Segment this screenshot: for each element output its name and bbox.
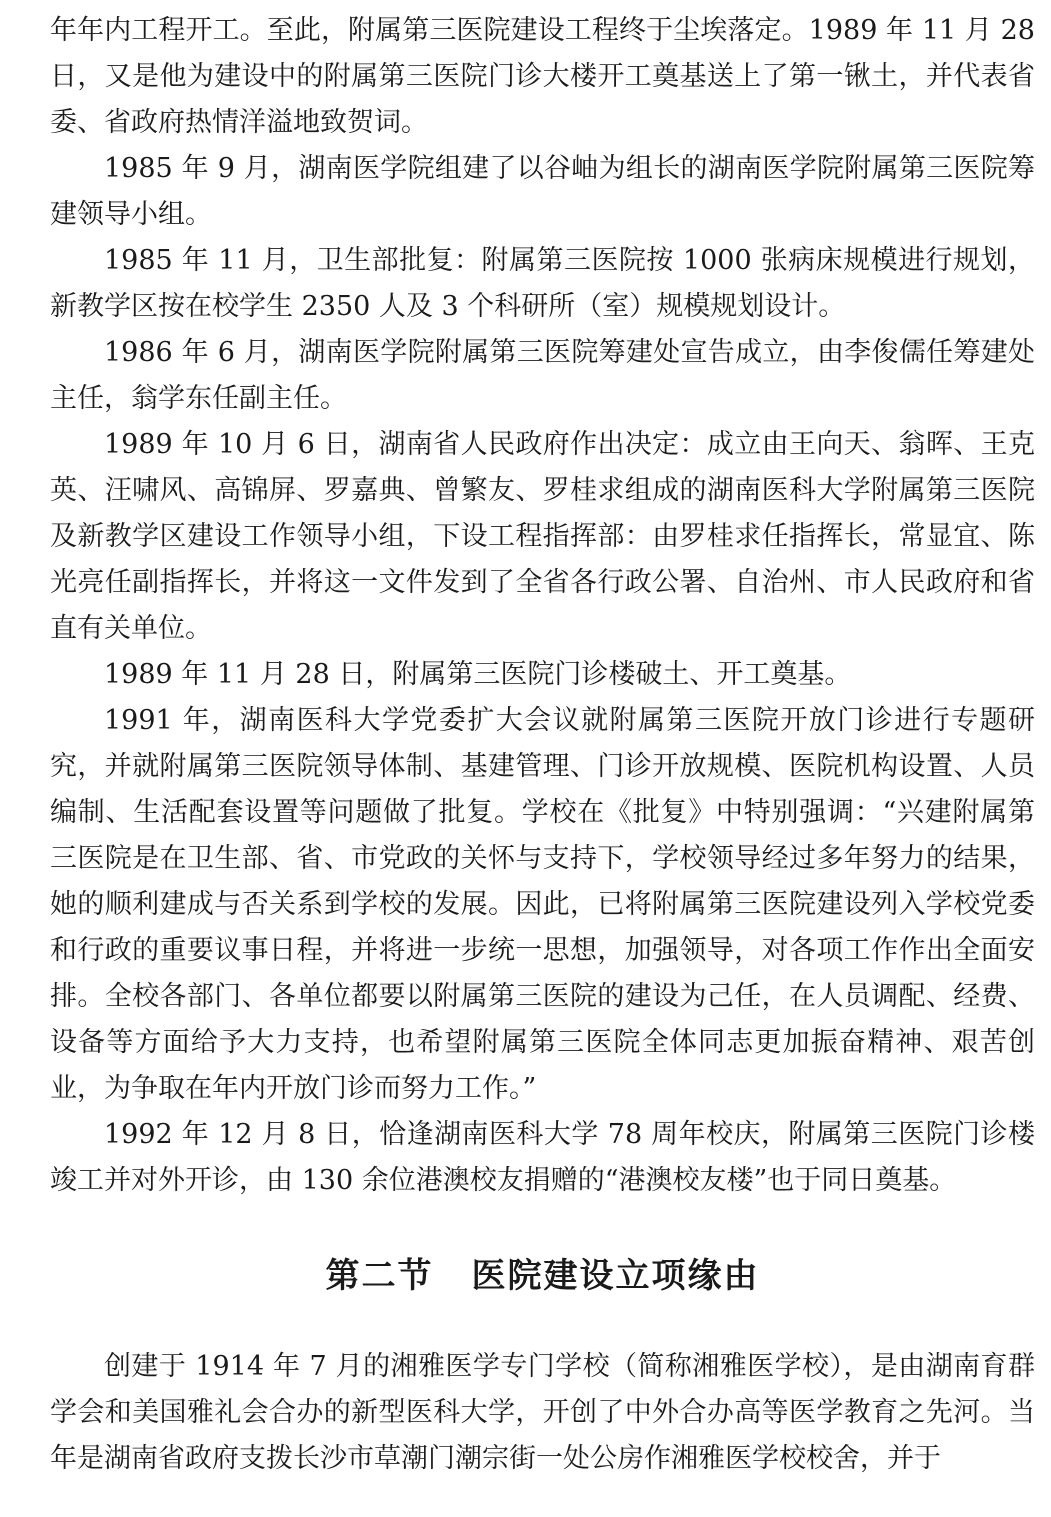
paragraph-1992-12: 1992 年 12 月 8 日，恰逢湖南医科大学 78 周年校庆，附属第三医院门诊楼竣工并对外开诊，由 130 余位港澳校友捐赠的“港澳校友楼”也于同日奠基。 xyxy=(50,1119,1035,1196)
section-number: 第二节 xyxy=(325,1256,434,1296)
paragraph-continuation: 年年内工程开工。至此，附属第三医院建设工程终于尘埃落定。1989 年 11 月 28 日，又是他为建设中的附属第三医院门诊大楼开工奠基送上了第一锹土，并代表省委、省政府热情洋溢地致贺词。 xyxy=(50,15,1035,138)
paragraph-1985-09: 1985 年 9 月，湖南医学院组建了以谷岫为组长的湖南医学院附属第三医院筹建领导小组。 xyxy=(50,153,1035,230)
section-title: 医院建设立项缘由 xyxy=(471,1256,760,1296)
document-page xyxy=(50,8,1035,1482)
paragraph-1985-11: 1985 年 11 月，卫生部批复：附属第三医院按 1000 张病床规模进行规划，新教学区按在校学生 2350 人及 3 个科研所（室）规模规划设计。 xyxy=(50,245,1035,322)
paragraph-xiangya-founding: 创建于 1914 年 7 月的湘雅医学专门学校（简称湘雅医学校），是由湖南育群学会和美国雅礼会合办的新型医科大学，开创了中外合办高等医学教育之先河。当年是湖南省政府支拨长沙市草潮门潮宗街一处公房作湘雅医学校校舍，并于 xyxy=(50,1351,1035,1474)
paragraph-1986-06: 1986 年 6 月，湖南医学院附属第三医院筹建处宣告成立，由李俊儒任筹建处主任，翁学东任副主任。 xyxy=(50,337,1035,414)
section-heading xyxy=(50,1254,1035,1298)
paragraph-1989-11: 1989 年 11 月 28 日，附属第三医院门诊楼破土、开工奠基。 xyxy=(104,659,852,690)
paragraph-1991: 1991 年，湖南医科大学党委扩大会议就附属第三医院开放门诊进行专题研究，并就附属第三医院领导体制、基建管理、门诊开放规模、医院机构设置、人员编制、生活配套设置等问题做了批复。学校在《批复》中特别强调：“兴建附属第三医院是在卫生部、省、市党政的关怀与支持下，学校领导经过多年努力的结果，她的顺利建成与否关系到学校的发展。因此，已将附属第三医院建设列入学校党委和行政的重要议事日程，并将进一步统一思想，加强领导，对各项工作作出全面安排。全校各部门、各单位都要以附属第三医院的建设为己任，在人员调配、经费、设备等方面给予大力支持，也希望附属第三医院全体同志更加振奋精神、艰苦创业，为争取在年内开放门诊而努力工作。” xyxy=(50,705,1035,1104)
paragraph-1989-10: 1989 年 10 月 6 日，湖南省人民政府作出决定：成立由王向天、翁晖、王克英、汪啸风、高锦屏、罗嘉典、曾繁友、罗桂求组成的湖南医科大学附属第三医院及新教学区建设工作领导小组，下设工程指挥部：由罗桂求任指挥长，常显宜、陈光亮任副指挥长，并将这一文件发到了全省各行政公署、自治州、市人民政府和省直有关单位。 xyxy=(50,429,1035,644)
